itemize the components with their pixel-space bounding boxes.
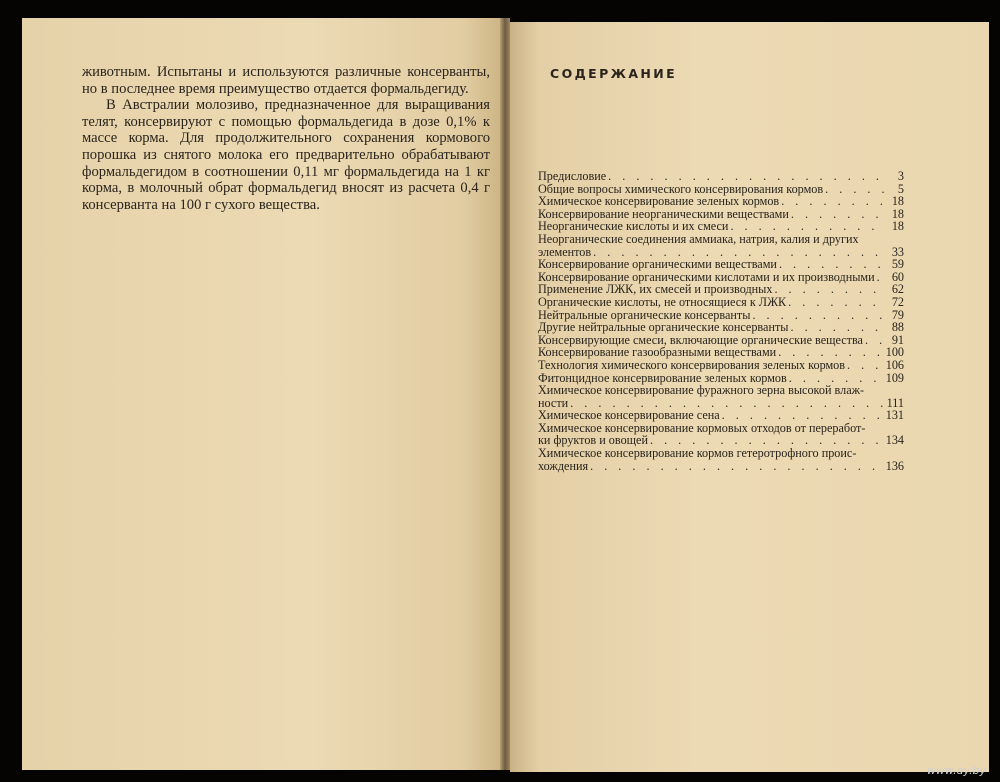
toc-entry-title: Технология химического консервирования зеленых кормов: [538, 357, 846, 372]
toc-entry-title: Предисловие: [538, 169, 607, 183]
toc-leader-dots: [789, 208, 886, 221]
toc-page-number: 60: [891, 269, 904, 284]
toc-entry: [538, 321, 904, 334]
toc-page-number: 18: [891, 219, 904, 234]
toc-page-number: 88: [891, 320, 904, 335]
toc-leader-dots: [788, 321, 886, 334]
left-page-body: [82, 64, 490, 213]
toc-entry-title: Неорганические соединения аммиака, натрия, калия и других: [538, 231, 859, 246]
toc-entry-title-continued: ки фруктов и овощей: [538, 433, 648, 448]
toc-leader-dots: [606, 170, 886, 183]
toc-page-number: 3: [897, 169, 904, 183]
toc-page-number: 106: [885, 357, 904, 372]
toc-entry-title: Консервирование органическими веществами: [538, 257, 777, 272]
toc-page-number: 59: [891, 257, 904, 272]
paragraph-2: В Австралии молозиво, предназначенное для выращивания телят, консервируют с помощью формальдегида в дозе 0,1% к массе корма. Для продолжительного сохранения кормового порошка из снятого молока его предварительно обрабатывают формальдегидом в соотношении 0,11 мг формальдегида на 1 кг корма, в молочный обрат формальдегид вносят из расчета 0,4 г консерванта на 100 г сухого вещества.: [82, 97, 490, 213]
toc-entry-title: Химическое консервирование зеленых кормов: [538, 194, 780, 209]
book-spine-gutter: [500, 18, 510, 770]
toc-entry-title: Другие нейтральные органические консерванты: [538, 320, 789, 335]
toc-page-number: 131: [885, 408, 904, 423]
toc-leader-dots: [875, 271, 886, 284]
toc-entry-title: Консервирующие смеси, включающие органические вещества: [538, 332, 863, 347]
toc-title: СОДЕРЖАНИЕ: [550, 66, 678, 81]
toc-entry-title: Общие вопросы химического консервирования кормов: [538, 181, 824, 196]
toc-entry-title: Органические кислоты, не относящиеся к ЛЖК: [538, 294, 787, 309]
toc-entry: [538, 170, 904, 183]
toc-page-number: 5: [897, 181, 904, 196]
toc-entry-title: Применение ЛЖК, их смесей и производных: [538, 282, 773, 297]
watermark: www.ay.by: [926, 764, 986, 777]
paragraph-1: животным. Испытаны и используются различные консерванты, но в последнее время преимущество отдается формальдегиду.: [82, 64, 490, 97]
toc-entry-title: Неорганические кислоты и их смеси: [538, 219, 729, 234]
toc-leader-dots: [777, 258, 886, 271]
toc-page-number: 33: [891, 244, 904, 259]
toc-page-number: 18: [891, 194, 904, 209]
toc-entry: [538, 384, 904, 409]
toc-page-number: 100: [885, 345, 904, 360]
right-page: [510, 22, 989, 772]
toc-entry-title: Химическое консервирование сена: [538, 408, 720, 423]
toc-leader-dots: [823, 183, 886, 196]
toc-entry-title: Консервирование органическими кислотами и их производными: [538, 269, 875, 284]
toc-entry-title: Нейтральные органические консерванты: [538, 307, 751, 322]
toc-entry-title: Химическое консервирование кормовых отходов от переработ-: [538, 420, 866, 435]
toc-entry: [538, 233, 904, 258]
table-of-contents: [538, 170, 904, 472]
toc-entry: [538, 296, 904, 309]
toc-entry: [538, 258, 904, 271]
toc-page-number: 79: [891, 307, 904, 322]
toc-page-number: 91: [891, 332, 904, 347]
toc-page-number: 111: [886, 395, 904, 410]
toc-page-number: 18: [891, 206, 904, 221]
toc-entry-title-continued: элементов: [538, 244, 592, 259]
toc-page-number: 134: [885, 433, 904, 448]
left-page: [22, 18, 500, 770]
toc-entry-title: Консервирование неорганическими веществами: [538, 206, 789, 221]
toc-entry: [538, 447, 904, 472]
toc-leader-dots: [786, 296, 886, 309]
toc-page-number: 136: [885, 458, 904, 473]
toc-leader-dots: [772, 283, 886, 296]
toc-page-number: 109: [885, 370, 904, 385]
toc-entry-title: Химическое консервирование кормов гетеротрофного проис-: [538, 446, 857, 461]
toc-leader-dots: [779, 195, 886, 208]
toc-entry-title: Химическое консервирование фуражного зерна высокой влаж-: [538, 383, 865, 398]
toc-entry-title: Фитонцидное консервирование зеленых кормов: [538, 370, 787, 385]
toc-entry: [538, 195, 904, 208]
toc-leader-dots: [863, 334, 886, 347]
toc-entry-title: Консервирование газообразными веществами: [538, 345, 777, 360]
toc-entry-title-continued: хождения: [538, 458, 589, 473]
toc-page-number: 72: [891, 294, 904, 309]
toc-leader-dots: [588, 460, 886, 473]
toc-entry-title-continued: ности: [538, 395, 569, 410]
toc-page-number: 62: [891, 282, 904, 297]
toc-leader-dots: [720, 409, 886, 422]
toc-entry: [538, 422, 904, 447]
toc-entry: [538, 409, 904, 422]
toc-leader-dots: [845, 359, 886, 372]
toc-entry: [538, 359, 904, 372]
